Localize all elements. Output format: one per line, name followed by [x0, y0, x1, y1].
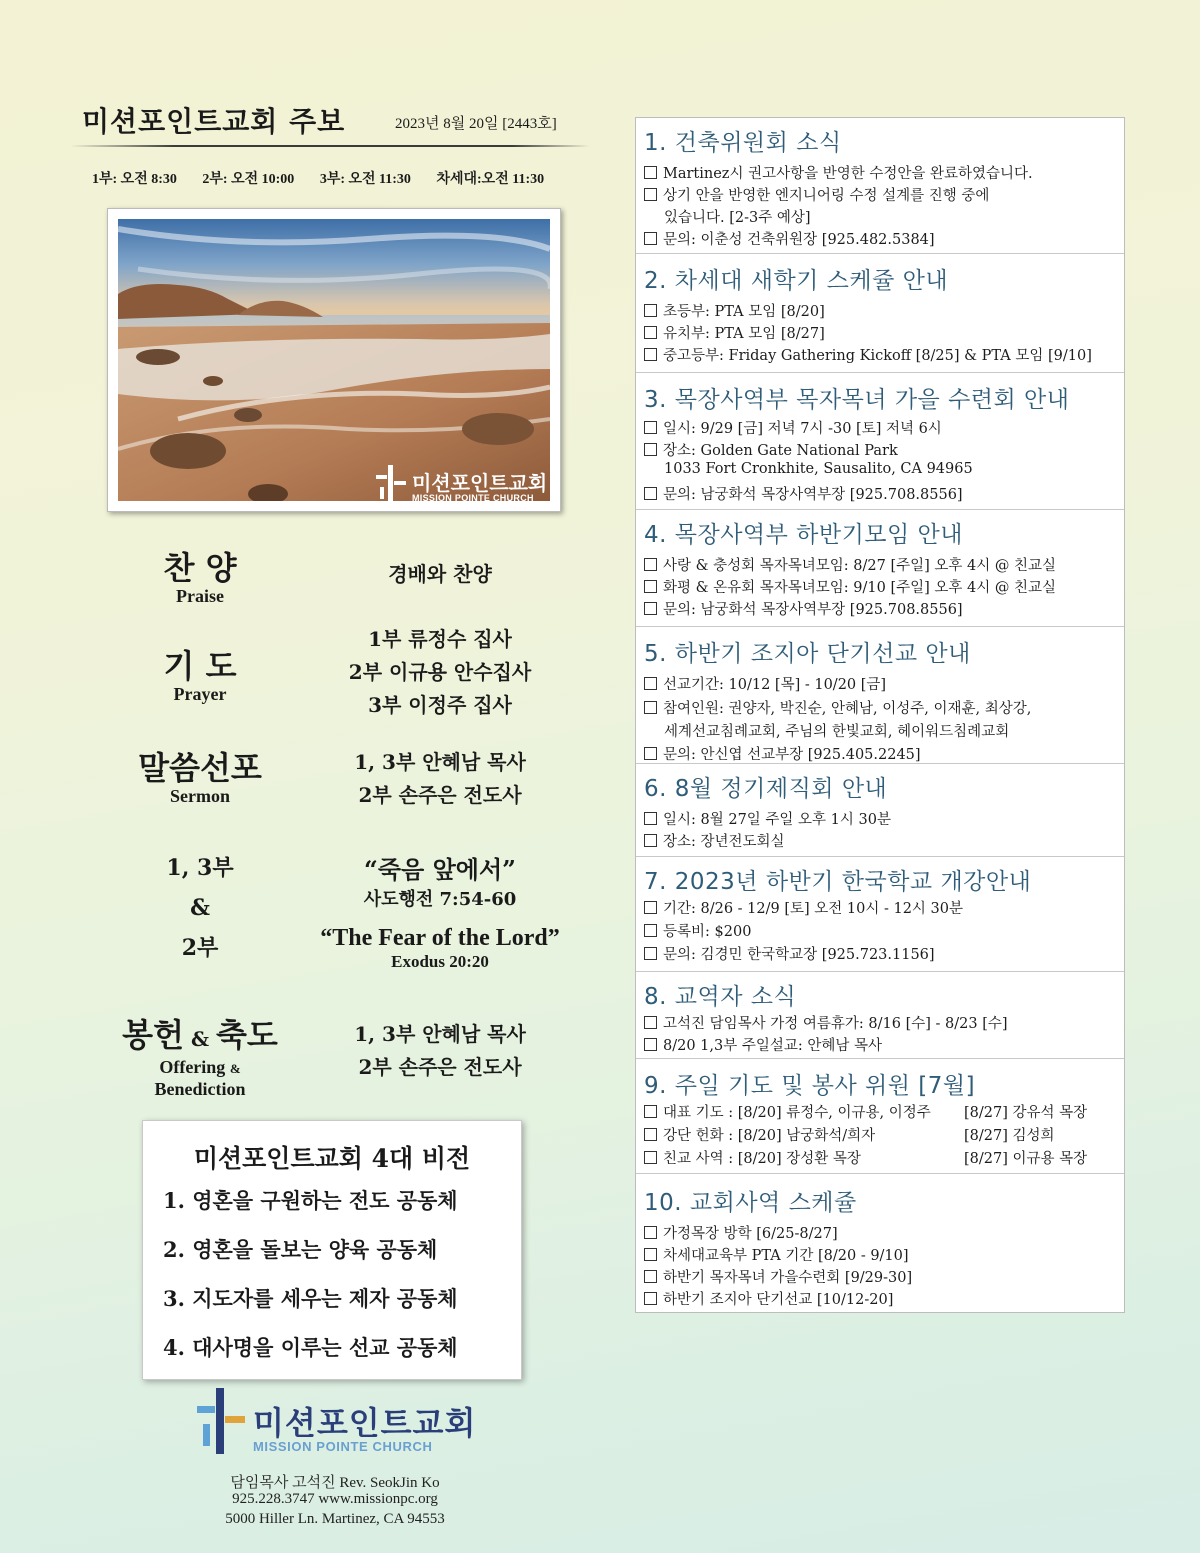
prayer-english: Prayer [173, 684, 227, 704]
passage-english [300, 925, 580, 972]
offering-english-1 [100, 1057, 300, 1079]
sermon-english: Sermon [170, 786, 230, 806]
notice-line: 고석진 담임목사 가정 여름휴가: 8/16 [수] - 8/23 [수] [644, 1012, 1008, 1033]
notice-title: 5. 하반기 조지아 단기선교 안내 [644, 641, 971, 667]
footer-logo-english: MISSION POINTE CHURCH [253, 1439, 433, 1454]
sermon-preacher-1: 1, 3부 안혜남 목사 [354, 750, 526, 774]
sermon-title-korean: “죽음 앞에서” [364, 855, 516, 884]
notice-line-right: [8/27] 김성희 [964, 1128, 1055, 1144]
sermon-detail [320, 746, 560, 812]
notice-line: 유치부: PTA 모임 [8/27] [644, 322, 825, 343]
prayer-leader-3: 3부 이정주 집사 [368, 693, 512, 717]
church-cross-logo-icon [376, 465, 406, 501]
checkbox-icon [644, 1128, 657, 1141]
notice-title: 9. 주일 기도 및 봉사 위원 [7월] [644, 1073, 976, 1099]
praise-english: Praise [176, 586, 224, 606]
notice-line: 기간: 8/26 - 12/9 [토] 오전 10시 - 12시 30분 [644, 897, 963, 918]
photo-logo-english: MISSION POINTE CHURCH [412, 493, 534, 501]
worship-sermon-label [100, 750, 300, 806]
church-address: 5000 Hiller Ln. Martinez, CA 94553 [225, 1511, 445, 1527]
vision-box [142, 1120, 522, 1380]
praise-korean: 찬 양 [163, 549, 237, 587]
passage-service-1-3: 1, 3부 [166, 855, 234, 881]
service-time-2: 2부: 오전 10:00 [202, 172, 295, 187]
checkbox-icon [644, 326, 657, 339]
checkbox-icon [644, 1292, 657, 1305]
notice-title: 1. 건축위원회 소식 [644, 130, 842, 156]
passage-services [100, 848, 300, 968]
offering-minister-2: 2부 손주은 전도사 [358, 1055, 522, 1079]
vision-item-4: 4. 대사명을 이루는 선교 공동체 [163, 1335, 458, 1360]
notice-title: 8. 교역자 소식 [644, 984, 797, 1010]
checkbox-icon [644, 421, 657, 434]
checkbox-icon [644, 1248, 657, 1261]
notice-line: 8/20 1,3부 주일설교: 안혜남 목사 [644, 1034, 882, 1055]
offering-amp: & [190, 1027, 210, 1051]
checkbox-icon [644, 188, 657, 201]
offering-minister-1: 1, 3부 안혜남 목사 [354, 1022, 526, 1046]
worship-offering-label [100, 1017, 300, 1099]
church-logo-overlay [376, 465, 548, 501]
notice-sunday-volunteers [636, 1058, 1124, 1173]
checkbox-icon [644, 1016, 657, 1029]
checkbox-icon [644, 812, 657, 825]
notice-shepherd-retreat [636, 372, 1124, 509]
checkbox-icon [644, 348, 657, 361]
notice-line: 중고등부: Friday Gathering Kickoff [8/25] & PTA 모임 [9/10] [644, 344, 1092, 365]
cover-photo [118, 219, 550, 501]
vision-item-3: 3. 지도자를 세우는 제자 공동체 [163, 1286, 458, 1311]
notice-line: 등록비: $200 [644, 920, 751, 941]
service-time-next-gen: 차세대:오전 11:30 [436, 172, 545, 187]
checkbox-icon [644, 1105, 657, 1118]
bulletin-title: 미션포인트교회 주보 [82, 105, 346, 138]
checkbox-icon [644, 901, 657, 914]
checkbox-icon [644, 677, 657, 690]
praise-detail: 경배와 찬양 [388, 562, 492, 586]
notice-line: 선교기간: 10/12 [목] - 10/20 [금] [644, 673, 886, 694]
worship-prayer-label [100, 648, 300, 704]
photo-logo-korean: 미션포인트교회 [412, 471, 548, 495]
cover-photo-frame [107, 208, 561, 512]
checkbox-icon [644, 1226, 657, 1239]
vision-item-2: 2. 영혼을 돌보는 양육 공동체 [163, 1237, 438, 1262]
checkbox-icon [644, 602, 657, 615]
notice-church-schedule [636, 1173, 1124, 1313]
vision-title: 미션포인트교회 4대 비전 [193, 1144, 471, 1173]
notice-korean-school [636, 856, 1124, 971]
announcements-panel [635, 117, 1125, 1313]
notice-title: 4. 목장사역부 하반기모임 안내 [644, 522, 963, 548]
notice-line: 1033 Fort Cronkhite, Sausalito, CA 94965 [664, 461, 973, 477]
passage-service-2: 2부 [181, 935, 219, 961]
notice-next-gen-schedule [636, 253, 1124, 372]
notice-title: 6. 8월 정기제직회 안내 [644, 776, 888, 802]
notice-officers-meeting [636, 763, 1124, 856]
notice-line: 문의: 김경민 한국학교장 [925.723.1156] [644, 943, 935, 964]
notice-line: 가정목장 방학 [6/25-8/27] [644, 1222, 838, 1243]
prayer-leader-1: 1부 류정수 집사 [368, 627, 512, 651]
notice-line: 강단 헌화 : [8/20] 남궁화석/희자 [644, 1124, 875, 1145]
passage-ampersand: & [190, 895, 210, 921]
church-contact: 925.228.3747 www.missionpc.org [232, 1491, 438, 1507]
notice-line: 문의: 이춘성 건축위원장 [925.482.5384] [644, 228, 935, 249]
notice-line: 대표 기도 : [8/20] 류정수, 이규용, 이정주 [644, 1101, 931, 1122]
passage-korean [320, 850, 560, 911]
offering-word: 봉헌 [122, 1016, 184, 1054]
notice-line: Martinez시 권고사항을 반영한 수정안을 완료하였습니다. [644, 162, 1033, 183]
prayer-leader-2: 2부 이규용 안수집사 [348, 660, 532, 684]
checkbox-icon [644, 487, 657, 500]
sermon-title-english: “The Fear of the Lord” [320, 925, 560, 951]
notice-line: 문의: 남궁화석 목장사역부장 [925.708.8556] [644, 483, 963, 504]
checkbox-icon [644, 1038, 657, 1051]
notice-line: 친교 사역 : [8/20] 장성환 목장 [644, 1147, 861, 1168]
checkbox-icon [644, 304, 657, 317]
service-time-3: 3부: 오전 11:30 [319, 172, 411, 187]
notice-title: 7. 2023년 하반기 한국학교 개강안내 [644, 869, 1032, 895]
checkbox-icon [644, 834, 657, 847]
checkbox-icon [644, 232, 657, 245]
notice-pastoral-staff [636, 971, 1124, 1058]
service-time-1: 1부: 오전 8:30 [92, 172, 177, 187]
notice-line-right: [8/27] 강유석 목장 [964, 1105, 1088, 1121]
benediction-english: Benediction [154, 1079, 246, 1099]
notice-line: 장소: 장년전도회실 [644, 830, 785, 851]
prayer-detail [320, 623, 560, 722]
notice-line: 문의: 남궁화석 목장사역부장 [925.708.8556] [644, 598, 963, 619]
notice-title: 3. 목장사역부 목자목녀 가을 수련회 안내 [644, 387, 1070, 413]
checkbox-icon [644, 924, 657, 937]
notice-line: 하반기 조지아 단기선교 [10/12-20] [644, 1288, 893, 1309]
notice-line: 화평 & 온유회 목자목녀모임: 9/10 [주일] 오후 4시 @ 친교실 [644, 576, 1056, 597]
service-times [92, 168, 612, 188]
issue-date: 2023년 8월 20일 [2443호] [395, 116, 557, 132]
notice-line: 초등부: PTA 모임 [8/20] [644, 300, 825, 321]
pastor-name: 담임목사 고석진 Rev. SeokJin Ko [230, 1475, 440, 1491]
sermon-reference-english: Exodus 20:20 [391, 952, 489, 971]
notice-line: 일시: 8월 27일 주일 오후 1시 30분 [644, 808, 891, 829]
notice-line: 세계선교침례교회, 주님의 한빛교회, 헤이워드침례교회 [664, 724, 1010, 740]
checkbox-icon [644, 558, 657, 571]
sermon-korean: 말씀선포 [138, 749, 262, 787]
checkbox-icon [644, 701, 657, 714]
offering-english-amp: & [229, 1061, 241, 1076]
prayer-korean: 기 도 [163, 647, 237, 685]
offering-korean [100, 1017, 300, 1057]
vision-item-1: 1. 영혼을 구원하는 전도 공동체 [163, 1188, 458, 1213]
notice-line: 있습니다. [2-3주 예상] [664, 210, 811, 226]
notice-building-committee [636, 118, 1124, 252]
checkbox-icon [644, 166, 657, 179]
notice-line: 문의: 안신엽 선교부장 [925.405.2245] [644, 743, 921, 764]
notice-title: 2. 차세대 새학기 스케쥴 안내 [644, 268, 949, 294]
checkbox-icon [644, 580, 657, 593]
offering-detail [320, 1018, 560, 1084]
benediction-word: 축도 [216, 1016, 278, 1054]
notice-georgia-mission [636, 626, 1124, 763]
footer-logo-korean: 미션포인트교회 [253, 1404, 477, 1442]
notice-line: 사랑 & 충성회 목자목녀모임: 8/27 [주일] 오후 4시 @ 친교실 [644, 554, 1056, 575]
notice-line: 상기 안을 반영한 엔지니어링 수정 설계를 진행 중에 [644, 184, 989, 205]
checkbox-icon [644, 1151, 657, 1164]
notice-line: 장소: Golden Gate National Park [644, 439, 898, 460]
checkbox-icon [644, 947, 657, 960]
checkbox-icon [644, 1270, 657, 1283]
checkbox-icon [644, 747, 657, 760]
offering-english-word: Offering [159, 1057, 226, 1077]
church-cross-logo-icon [195, 1388, 247, 1454]
notice-shepherd-meeting [636, 509, 1124, 626]
worship-praise-label [100, 550, 300, 606]
sermon-preacher-2: 2부 손주은 전도사 [358, 783, 522, 807]
church-logo [195, 1388, 475, 1458]
notice-line: 참여인원: 권양자, 박진순, 안혜남, 이성주, 이재훈, 최상강, [644, 697, 1031, 718]
sermon-reference-korean: 사도행전 7:54-60 [363, 889, 517, 910]
title-divider [70, 145, 590, 147]
notice-line-right: [8/27] 이규용 목장 [964, 1151, 1088, 1167]
notice-line: 하반기 목자목녀 가을수련회 [9/29-30] [644, 1266, 912, 1287]
notice-line: 일시: 9/29 [금] 저녁 7시 -30 [토] 저녁 6시 [644, 417, 942, 438]
beach-landscape-image [118, 219, 550, 501]
checkbox-icon [644, 443, 657, 456]
notice-line: 차세대교육부 PTA 기간 [8/20 - 9/10] [644, 1244, 909, 1265]
notice-title: 10. 교회사역 스케쥴 [644, 1190, 857, 1216]
